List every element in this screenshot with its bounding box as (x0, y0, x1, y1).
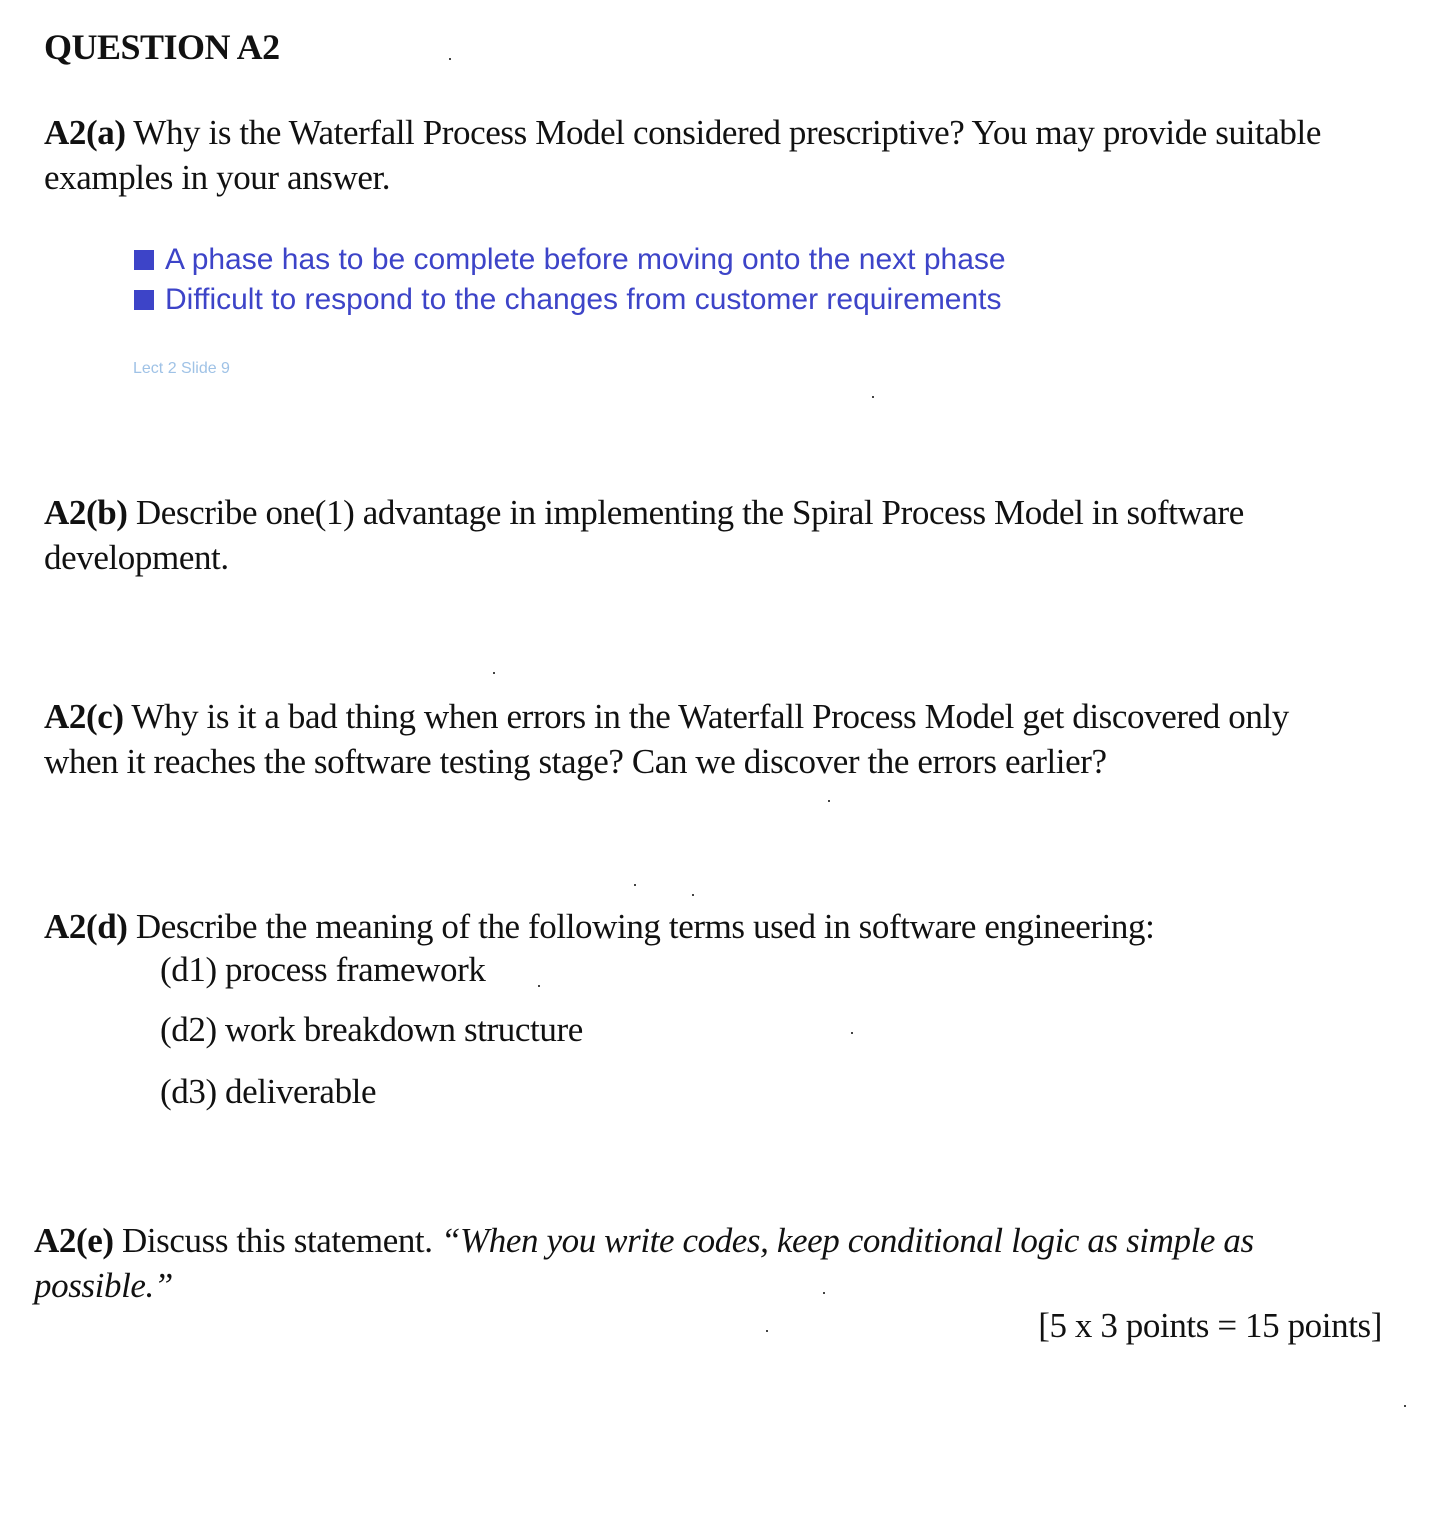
sub-item-d3: (d3) deliverable (160, 1072, 377, 1111)
scan-speck (872, 396, 874, 398)
question-a2e (34, 1218, 1394, 1308)
scan-speck (634, 884, 636, 886)
square-bullet-icon (134, 250, 154, 270)
question-text: Discuss this statement. (113, 1221, 441, 1260)
answer-item (134, 280, 1006, 320)
question-text: Why is it a bad thing when errors in the Waterfall Process Model get discovered only when it reaches the software testing stage? Can we discover the errors earlier? (44, 697, 1289, 781)
sub-item-d1: (d1) process framework (160, 950, 486, 989)
scan-speck (1404, 1405, 1406, 1407)
question-a2c (44, 694, 1364, 784)
answer-notes (134, 240, 1006, 320)
question-text: Describe one(1) advantage in implementing the Spiral Process Model in software development. (44, 493, 1244, 577)
question-label: A2(a) (44, 113, 126, 152)
sub-item-d2: (d2) work breakdown structure (160, 1010, 583, 1049)
scan-speck (538, 985, 540, 987)
points-total: [5 x 3 points = 15 points] (1038, 1306, 1382, 1345)
scan-speck (692, 894, 694, 896)
question-label: A2(d) (44, 907, 128, 946)
scan-speck (823, 1292, 825, 1294)
page-title: QUESTION A2 (44, 27, 280, 67)
square-bullet-icon (134, 290, 154, 310)
question-text: Why is the Waterfall Process Model considered prescriptive? You may provide suitable examples in your answer. (44, 113, 1321, 197)
scan-speck (766, 1330, 768, 1332)
quoted-statement: “When you write codes, keep conditional logic as simple as possible.” (34, 1221, 1254, 1305)
question-text: Describe the meaning of the following terms used in software engineering: (127, 907, 1155, 946)
slide-reference: Lect 2 Slide 9 (133, 360, 230, 377)
scan-speck (449, 58, 451, 60)
question-a2a (44, 110, 1364, 200)
scan-speck (828, 800, 830, 802)
scan-speck (851, 1032, 853, 1034)
answer-item (134, 240, 1006, 280)
question-a2d (44, 904, 1384, 949)
question-label: A2(c) (44, 697, 124, 736)
answer-text: Difficult to respond to the changes from customer requirements (165, 283, 1002, 316)
answer-text: A phase has to be complete before moving onto the next phase (165, 243, 1006, 276)
question-label: A2(e) (34, 1221, 114, 1260)
question-label: A2(b) (44, 493, 128, 532)
scan-speck (493, 672, 495, 674)
question-a2b (44, 490, 1384, 580)
